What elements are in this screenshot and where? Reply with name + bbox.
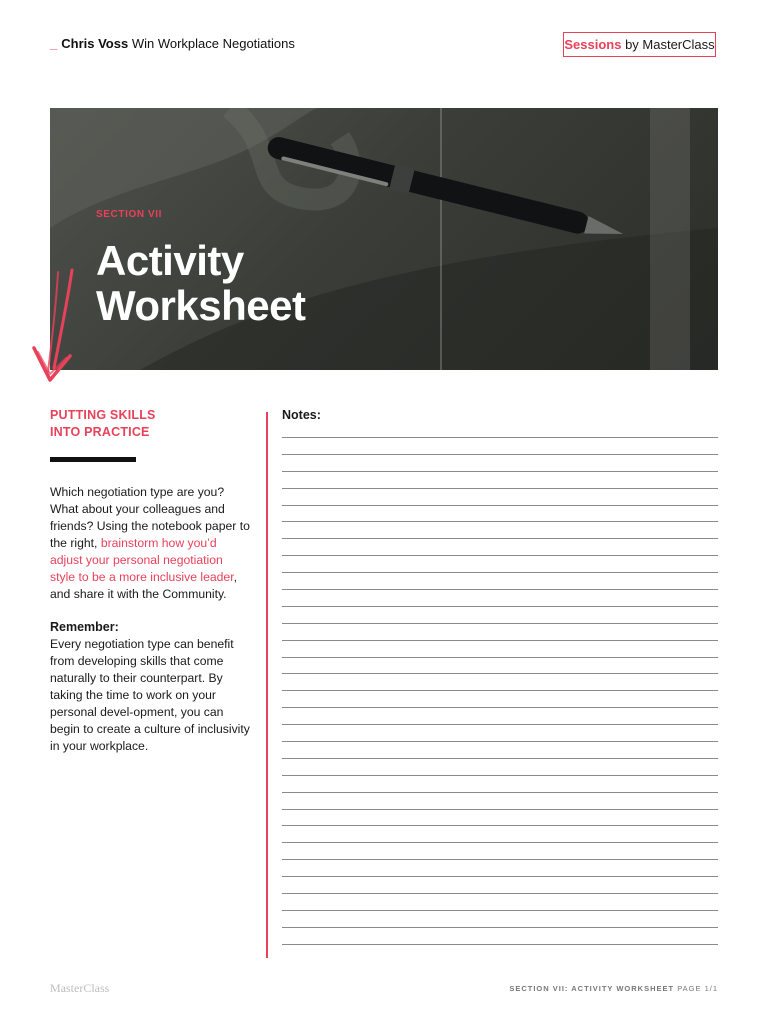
title-line-1: Activity — [96, 237, 244, 284]
section-tag: SECTION VII — [96, 209, 163, 220]
notebook-line — [282, 876, 718, 877]
notebook-line — [282, 809, 718, 810]
by-masterclass-label: by MasterClass — [625, 37, 715, 52]
column-divider — [266, 412, 268, 958]
notebook-line — [282, 437, 718, 438]
notebook-line — [282, 842, 718, 843]
notebook-line — [282, 488, 718, 489]
notes-label: Notes: — [282, 408, 321, 422]
instructions-text — [50, 484, 250, 603]
notebook-line — [282, 707, 718, 708]
notebook-line — [282, 657, 718, 658]
notebook-line — [282, 825, 718, 826]
footer-page-number: PAGE 1/1 — [677, 984, 718, 993]
footer-page-info — [509, 984, 718, 993]
notes-lines[interactable] — [282, 437, 718, 962]
sessions-badge — [563, 32, 716, 57]
footer-logo: MasterClass — [50, 981, 110, 995]
skills-heading-line-2: INTO PRACTICE — [50, 425, 150, 439]
notebook-line — [282, 538, 718, 539]
notebook-line — [282, 758, 718, 759]
notebook-line — [282, 555, 718, 556]
page-title — [96, 238, 305, 328]
notebook-line — [282, 640, 718, 641]
instructions-column — [50, 407, 250, 755]
remember-heading: Remember: — [50, 620, 119, 634]
notebook-line — [282, 471, 718, 472]
notebook-line — [282, 927, 718, 928]
instructions-highlight: brainstorm how you’d adjust your personal negotiation style to be a more inclusive leader — [50, 536, 234, 584]
header-dash: _ — [50, 36, 58, 51]
notebook-line — [282, 859, 718, 860]
footer-section: SECTION VII: ACTIVITY WORKSHEET — [509, 984, 675, 993]
notebook-line — [282, 521, 718, 522]
notebook-line — [282, 910, 718, 911]
hero-image — [50, 108, 718, 370]
sessions-label: Sessions — [564, 37, 622, 52]
instructions-part-2: , and share it with the Community. — [50, 570, 237, 601]
notebook-line — [282, 724, 718, 725]
notebook-line — [282, 792, 718, 793]
notebook-line — [282, 589, 718, 590]
notebook-line — [282, 673, 718, 674]
course-name: Win Workplace Negotiations — [131, 36, 295, 51]
heading-underline — [50, 457, 136, 462]
notebook-line — [282, 775, 718, 776]
notebook-line — [282, 623, 718, 624]
title-line-2: Worksheet — [96, 282, 306, 329]
author-name: Chris Voss — [61, 36, 129, 51]
header-title — [50, 36, 295, 51]
notebook-line — [282, 741, 718, 742]
notebook-line — [282, 572, 718, 573]
skills-heading — [50, 407, 250, 441]
notebook-line — [282, 454, 718, 455]
scribble-arrow-icon — [28, 268, 88, 398]
notebook-line — [282, 505, 718, 506]
skills-heading-line-1: PUTTING SKILLS — [50, 408, 156, 422]
instructions-part-1: Which negotiation type are you? What about your colleagues and friends? Using the notebook paper to the right, — [50, 485, 250, 550]
notebook-line — [282, 606, 718, 607]
notebook-line — [282, 893, 718, 894]
notebook-line — [282, 690, 718, 691]
notebook-line — [282, 944, 718, 945]
remember-text: Every negotiation type can benefit from developing skills that come naturally to their counterpart. By taking the time to work on your personal devel-opment, you can begin to create a culture of inclusivity in your workplace. — [50, 637, 250, 753]
